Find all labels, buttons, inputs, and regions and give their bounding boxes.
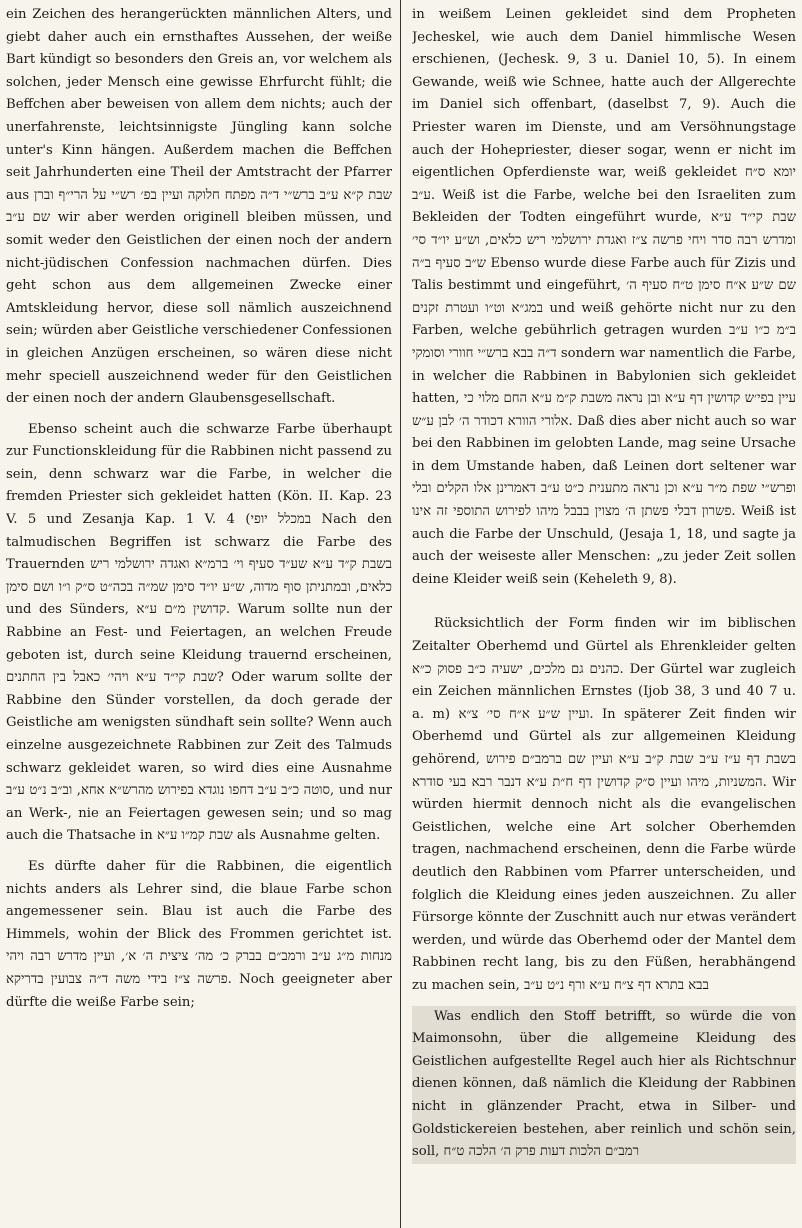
column-divider xyxy=(400,0,401,1228)
right-column xyxy=(412,4,796,1224)
paragraph-black-color: Ebenso scheint auch die schwarze Farbe überhaupt zur Functionskleidung für die Rabbinen nicht passend zu sein, denn schwarz war die Farbe, in welcher die fremden Priester sich gekleidet hatten (Kön. II. Kap. 23 V. 5 und Zesanja Kap. 1 V. 4 (במכלל יופי Nach den talmudischen Begriffen ist schwarz die Farbe des Trauernden בשבת ק״ד ע״א שע״ד סעיף וי׳ ברמ״א ואגדה ירושלמי ריש כלאים, ובמתניתן סוף מדוה, ש״ע יו״ד סימן שמ״ה בכה״ט ס״ק ו״ו ושם סימן und des Sünders, קדושין מ״ם ע״א. Warum sollte nun der Rabbine an Fest- und Feiertagen, an welchen Freude geboten ist, durch seine Kleidung trauernd erscheinen, שבת קי״ד ע״א ויהי׳ כאבל בין החתנים? Oder warum sollte der Rabbine den Sünder vorstellen, da doch gerade der Geistliche am wenigsten sündhaft sein sollte? Wenn auch einzelne ausgezeichnete Rabbinen zur Zeit des Talmuds schwarz gekleidet waren, so wird dies eine Ausnahme סוטה כ״ב ע״ב דחפו נוגדא בפירוש מהרש״א אחא, וב״ב נ״ט ע״ב, und nur an Werk-, nie an Feiertagen gewesen sein; und so mag auch die Thatsache in שבת קמ״ו ע״א als Ausnahme gelten. xyxy=(6,421,392,844)
paragraph-blue-color: Es dürfte daher für die Rabbinen, die eigentlich nichts anders als Lehrer sind, die blaue Farbe schon angemessener sein. Blau ist auch die Farbe des Himmels, wohin der Blick des Frommen gerichtet ist. מנחות מ״ג ע״ב ורמב״ם בברק כ׳ מה׳ ציצית ה׳ א׳, ועיין מדרש רבה ויהי פרשה צ״ז בידי משה ד״ה צבועין בדריקא. Noch geeigneter aber dürfte die weiße Farbe sein; xyxy=(6,858,392,1010)
paragraph-white-color: in weißem Leinen gekleidet sind dem Propheten Jecheskel, wie auch dem Daniel himmlische Wesen erschienen, (Jechesk. 9, 3 u. Daniel 10, 5). In einem Gewande, weiß wie Schnee, hatte auch der Allgerechte im Daniel sich offenbart, (daselbst 7, 9). Auch die Priester waren im Dienste, und am Versöhnungstage auch der Hohepriester, dieser sogar, wenn er nicht im eigentlichen Opferdienste war, weiß gekleidet יומא ס״ח ע״ב. Weiß ist die Farbe, welche bei den Israeliten zum Bekleiden der Todten eingeführt wurde, שבת קי״ד ע״א ומדרש רבה סדר ויחי פרשה צ״ז ואגדת ירושלמי ריש כלאים, וש״ע יו״ד סי׳ ש״ב סעיף ב״ה Ebenso wurde diese Farbe auch für Zizis und Talis bestimmt und eingeführt, שם ש״ע א״ח סימן ט״ח סעיף ה׳ במג״א וט״ו ועטרת זקנים und weiß gehörte nicht nur zu den Farben, welche gebührlich getragen wurden ב״מ כ״ו ע״ב ד״ה בבא ברש״י חוורי וסומקי sondern war namentlich die Farbe, in welcher die Rabbinen in Babylonien sich gekleidet hatten, עיין בפי׳ש קדושין דף ע״א ובן נראה משבת ק״מ ע״א החם מלוי כי אלורי הוורא דכודר ה׳ לבן ע״ש. Daß dies aber nicht auch so war bei den Rabbinen im gelobten Lande, mag seine Ursache in dem Umstande haben, daß Leinen dort seltener war ופרש״י שפת מ״ר ע״א וכן נראה מתענית כ״ט ע״ב דאמרינן אלו הקלים ובלי פשרון דבלי פשתן ה׳ מצוין בבבל מיהו לפירוש התוספי זה אינו. Weiß ist auch die Farbe der Unschuld, (Jesaja 1, 18, und sagte ja auch der weiseste aller Menschen: „zu jeder Zeit sollen deine Kleider weiß sein (Keheleth 9, 8). xyxy=(412,7,796,587)
paragraph-beffchen: ein Zeichen des herangerückten männlichen Alters, und giebt daher auch ein ernsthaftes Aussehen, der weiße Bart kündigt so besonders den Greis an, vor welchem als solchen, jeder Mensch eine gewisse Ehrfurcht fühlt; die Beffchen aber beweisen von allem dem nichts; auch der unerfahrenste, leichtsinnigste Jüngling kann solche unter's Kinn hängen. Außerdem machen die Beffchen seit Jahrhunderten eine Theil der Amtstracht der Pfarrer aus שבת ק״א ע״ב ברש״י ד״ה מפתח חלוקה ועיין בפ׳ רש״י על הרי״ף וברן שם ע״ב wir aber werden originell bleiben müssen, und somit weder den Geistlichen der einen noch der andern nicht-jüdischen Confession nachmachen dürfen. Dies geht schon aus dem allgemeinen Zwecke einer Amtskleidung hervor, diese soll nämlich auszeichnend sein; würden aber Geistliche verschiedener Confessionen in gleichen Anzügen erscheinen, so wären diese nicht mehr speciell auszeichnend weder für den Geistlichen der einen noch der andern Glaubensgesellschaft. xyxy=(6,7,392,407)
paragraph-material: Was endlich den Stoff betrifft, so würde die von Maimonsohn, über die allgemeine Kleidung des Geistlichen aufgestellte Regel auch hier als Richtschnur dienen können, daß nämlich die Kleidung der Rabbinen nicht in glänzender Pracht, etwa in Silber- und Goldstickereien bestehen, aber reinlich und schön sein, soll, רמב״ם הלכות דעות פרק ה׳ הלכה ט״ח xyxy=(412,1006,796,1164)
paragraph-form: Rücksichtlich der Form finden wir im biblischen Zeitalter Oberhemd und Gürtel als Ehrenkleider gelten כהנים גם מלכים, ישעיה כ״ב פסוק כ״א. Der Gürtel war zugleich ein Zeichen männlichen Ernstes (Ijob 38, 3 und 40 7 u. a. m) ועיין ש״ע א״ח סי׳ צ״א. In späterer Zeit finden wir Oberhemd und Gürtel als zur allgemeinen Kleidung gehörend, בשבת דף ע״ז ע״ב שבת ק״ב ע״א ועיין שם ברמב״ם פירוש המשניות, מיהו ועיין ס״ק קדושין דף ח״ת ע״א דנבר רבא בעי סודרא. Wir würden hiermit dennoch nicht als die evangelischen Geistlichen, welche eine Art solcher Oberhemden tragen, nachmachend erscheinen, denn die Farbe würde deutlich den Rabbinen vom Pfarrer unterscheiden, und folglich die Kleidung eines jeden auszeichnen. Zu aller Fürsorge könnte der Zuschnitt auch nur etwas verändert werden, und würde das Oberhemd oder der Mantel dem Rabbinen recht lang, bis zu den Füßen, herabhängend zu machen sein, בבא בתרא דף צ״ח ע״א ורף נ״ט ע״ב xyxy=(412,616,796,993)
left-column xyxy=(6,4,392,1224)
